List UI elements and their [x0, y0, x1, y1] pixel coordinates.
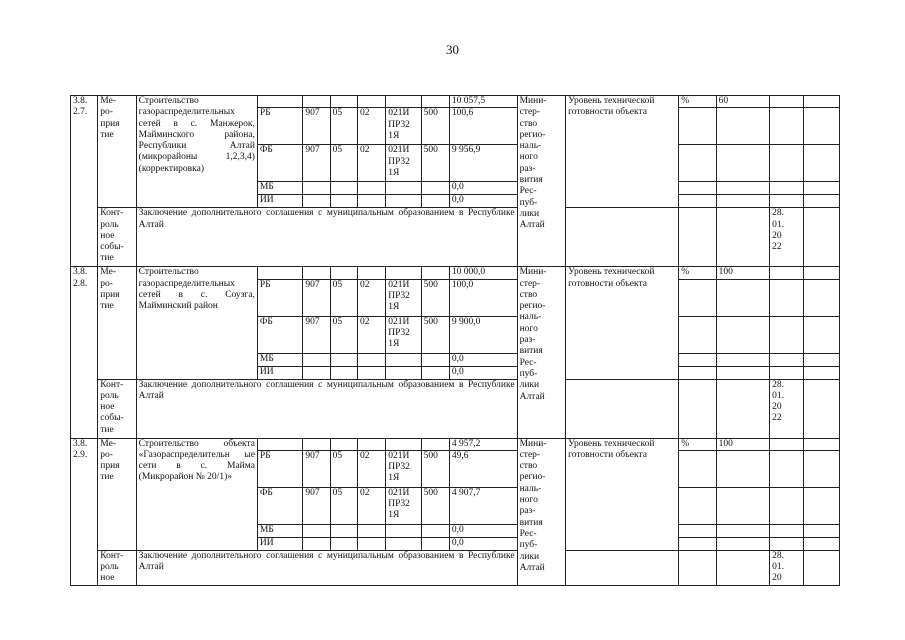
funding-source: РБ: [257, 108, 302, 145]
empty-cell: [679, 195, 716, 208]
item-number: 3.8. 2.8.: [71, 267, 98, 438]
empty-cell: [770, 96, 803, 108]
indicator-unit: %: [679, 96, 716, 108]
event-date: 28. 01. 20 22: [770, 208, 803, 267]
amount: 0,0: [449, 195, 517, 208]
empty-cell: [357, 195, 385, 208]
empty-cell: [679, 182, 716, 195]
item-type: Ме- ро- прия тие: [98, 438, 136, 550]
empty-cell: [716, 108, 770, 145]
empty-cell: [386, 353, 421, 366]
expense-type-code: 500: [421, 279, 449, 316]
table-row: [71, 550, 840, 585]
amount: 0,0: [449, 182, 517, 195]
empty-cell: [303, 353, 330, 366]
funding-source: РБ: [257, 450, 302, 487]
table-row: [71, 438, 840, 450]
empty-cell: [357, 366, 385, 379]
item-number: 3.8. 2.9.: [71, 438, 98, 585]
empty-cell: [679, 316, 716, 353]
empty-cell: [770, 108, 803, 145]
empty-cell: [303, 267, 330, 279]
item-name: Строительство газораспределительных сетей в с. Соузга, Майминский район: [136, 267, 257, 379]
grbs-code: 907: [303, 487, 330, 524]
empty-cell: [803, 96, 839, 108]
table-row: [71, 379, 840, 438]
empty-cell: [357, 96, 385, 108]
empty-cell: [357, 438, 385, 450]
empty-cell: [803, 379, 839, 438]
empty-cell: [770, 353, 803, 366]
empty-cell: [357, 537, 385, 550]
section-code: 05: [330, 279, 357, 316]
target-article-code: 021И ПР32 1Я: [386, 145, 421, 182]
event-text: Заключение дополнительного соглашения с муниципальным образованием в Республике Алтай: [136, 550, 517, 585]
empty-cell: [566, 208, 679, 267]
empty-cell: [803, 450, 839, 487]
table-row: [71, 208, 840, 267]
empty-cell: [257, 438, 302, 450]
indicator-unit: %: [679, 267, 716, 279]
empty-cell: [803, 316, 839, 353]
empty-cell: [716, 379, 770, 438]
empty-cell: [803, 353, 839, 366]
empty-cell: [803, 487, 839, 524]
section-code: 05: [330, 108, 357, 145]
item-name: Строительство объекта «Газораспределительн ые сети в с. Майма (Микрорайон № 20/1)»: [136, 438, 257, 550]
event-text: Заключение дополнительного соглашения с муниципальным образованием в Республике Алтай: [136, 379, 517, 438]
empty-cell: [716, 182, 770, 195]
empty-cell: [770, 145, 803, 182]
empty-cell: [770, 195, 803, 208]
subsection-code: 02: [357, 450, 385, 487]
grbs-code: 907: [303, 108, 330, 145]
empty-cell: [330, 537, 357, 550]
empty-cell: [770, 182, 803, 195]
empty-cell: [386, 182, 421, 195]
grbs-code: 907: [303, 145, 330, 182]
empty-cell: [803, 524, 839, 537]
item-type: Ме- ро- прия тие: [98, 267, 136, 379]
empty-cell: [803, 108, 839, 145]
subsection-code: 02: [357, 487, 385, 524]
subsection-code: 02: [357, 279, 385, 316]
empty-cell: [679, 450, 716, 487]
expense-type-code: 500: [421, 487, 449, 524]
target-article-code: 021И ПР32 1Я: [386, 487, 421, 524]
amount: 0,0: [449, 524, 517, 537]
empty-cell: [770, 537, 803, 550]
empty-cell: [421, 96, 449, 108]
empty-cell: [421, 366, 449, 379]
empty-cell: [716, 195, 770, 208]
event-type: Конт- роль ное собы- тие: [98, 208, 136, 267]
section-code: 05: [330, 145, 357, 182]
target-article-code: 021И ПР32 1Я: [386, 316, 421, 353]
total-amount: 4 957,2: [449, 438, 517, 450]
funding-source: РБ: [257, 279, 302, 316]
empty-cell: [679, 379, 716, 438]
empty-cell: [330, 195, 357, 208]
empty-cell: [357, 524, 385, 537]
target-article-code: 021И ПР32 1Я: [386, 108, 421, 145]
indicator-name: Уровень технической готовности объекта: [566, 438, 679, 550]
expense-type-code: 500: [421, 108, 449, 145]
empty-cell: [566, 550, 679, 585]
empty-cell: [303, 537, 330, 550]
empty-cell: [716, 450, 770, 487]
empty-cell: [716, 208, 770, 267]
empty-cell: [716, 550, 770, 585]
amount: 100,6: [449, 108, 517, 145]
empty-cell: [330, 524, 357, 537]
indicator-unit: %: [679, 438, 716, 450]
empty-cell: [330, 96, 357, 108]
item-number: 3.8. 2.7.: [71, 96, 98, 267]
empty-cell: [716, 524, 770, 537]
empty-cell: [330, 366, 357, 379]
amount: 100,0: [449, 279, 517, 316]
funding-source: ФБ: [257, 145, 302, 182]
empty-cell: [770, 316, 803, 353]
funding-source: МБ: [257, 353, 302, 366]
empty-cell: [330, 267, 357, 279]
funding-source: ФБ: [257, 487, 302, 524]
empty-cell: [803, 279, 839, 316]
empty-cell: [421, 267, 449, 279]
empty-cell: [679, 208, 716, 267]
expense-type-code: 500: [421, 450, 449, 487]
subsection-code: 02: [357, 316, 385, 353]
empty-cell: [770, 450, 803, 487]
empty-cell: [770, 524, 803, 537]
empty-cell: [803, 537, 839, 550]
subsection-code: 02: [357, 108, 385, 145]
funding-source: ИИ: [257, 195, 302, 208]
empty-cell: [803, 550, 839, 585]
empty-cell: [679, 353, 716, 366]
empty-cell: [330, 182, 357, 195]
expense-type-code: 500: [421, 145, 449, 182]
event-type: Конт- роль ное: [98, 550, 136, 585]
empty-cell: [770, 438, 803, 450]
expense-type-code: 500: [421, 316, 449, 353]
empty-cell: [770, 366, 803, 379]
empty-cell: [357, 267, 385, 279]
empty-cell: [257, 96, 302, 108]
section-code: 05: [330, 487, 357, 524]
empty-cell: [679, 108, 716, 145]
empty-cell: [330, 438, 357, 450]
empty-cell: [386, 524, 421, 537]
empty-cell: [303, 438, 330, 450]
empty-cell: [386, 537, 421, 550]
funding-source: ИИ: [257, 537, 302, 550]
empty-cell: [421, 537, 449, 550]
event-date: 28. 01. 20 22: [770, 379, 803, 438]
empty-cell: [257, 267, 302, 279]
empty-cell: [386, 195, 421, 208]
empty-cell: [357, 182, 385, 195]
empty-cell: [803, 208, 839, 267]
empty-cell: [716, 537, 770, 550]
empty-cell: [421, 195, 449, 208]
empty-cell: [770, 487, 803, 524]
empty-cell: [716, 145, 770, 182]
amount: 0,0: [449, 366, 517, 379]
empty-cell: [386, 366, 421, 379]
section-code: 05: [330, 316, 357, 353]
empty-cell: [421, 353, 449, 366]
empty-cell: [303, 366, 330, 379]
empty-cell: [386, 96, 421, 108]
indicator-value: 100: [716, 438, 770, 450]
empty-cell: [330, 353, 357, 366]
indicator-name: Уровень технической готовности объекта: [566, 267, 679, 379]
empty-cell: [679, 550, 716, 585]
empty-cell: [716, 487, 770, 524]
empty-cell: [770, 279, 803, 316]
amount: 9 900,0: [449, 316, 517, 353]
amount: 49,6: [449, 450, 517, 487]
event-type: Конт- роль ное собы- тие: [98, 379, 136, 438]
funding-source: ФБ: [257, 316, 302, 353]
empty-cell: [421, 438, 449, 450]
total-amount: 10 000,0: [449, 267, 517, 279]
empty-cell: [566, 379, 679, 438]
amount: 0,0: [449, 537, 517, 550]
amount: 4 907,7: [449, 487, 517, 524]
indicator-name: Уровень технической готовности объекта: [566, 96, 679, 208]
page-number: 30: [446, 42, 459, 57]
program-table: [70, 95, 840, 586]
empty-cell: [803, 145, 839, 182]
empty-cell: [803, 195, 839, 208]
amount: 9 956,9: [449, 145, 517, 182]
empty-cell: [679, 279, 716, 316]
executor: Мини- стер- ство регио- наль- ного раз- вития Рес- пуб- лики Алтай: [517, 438, 566, 585]
funding-source: МБ: [257, 524, 302, 537]
executor: Мини- стер- ство регио- наль- ного раз- вития Рес- пуб- лики Алтай: [517, 267, 566, 438]
indicator-value: 60: [716, 96, 770, 108]
empty-cell: [303, 96, 330, 108]
empty-cell: [303, 524, 330, 537]
empty-cell: [770, 267, 803, 279]
empty-cell: [421, 182, 449, 195]
grbs-code: 907: [303, 450, 330, 487]
empty-cell: [803, 438, 839, 450]
empty-cell: [386, 438, 421, 450]
empty-cell: [803, 366, 839, 379]
empty-cell: [679, 524, 716, 537]
subsection-code: 02: [357, 145, 385, 182]
empty-cell: [679, 537, 716, 550]
amount: 0,0: [449, 353, 517, 366]
empty-cell: [803, 182, 839, 195]
item-type: Ме- ро- прия тие: [98, 96, 136, 208]
table-row: [71, 267, 840, 279]
empty-cell: [679, 145, 716, 182]
empty-cell: [303, 182, 330, 195]
empty-cell: [357, 353, 385, 366]
item-name: Строительство газораспределительных сетей в с. Манжерок, Майминского района, Республики Алтай (микрорайоны 1,2,3,4) (корректировка): [136, 96, 257, 208]
event-text: Заключение дополнительного соглашения с муниципальным образованием в Республике Алтай: [136, 208, 517, 267]
empty-cell: [716, 366, 770, 379]
event-date: 28. 01. 20: [770, 550, 803, 585]
empty-cell: [716, 353, 770, 366]
total-amount: 10 057,5: [449, 96, 517, 108]
empty-cell: [716, 316, 770, 353]
funding-source: МБ: [257, 182, 302, 195]
empty-cell: [716, 279, 770, 316]
grbs-code: 907: [303, 316, 330, 353]
target-article-code: 021И ПР32 1Я: [386, 279, 421, 316]
target-article-code: 021И ПР32 1Я: [386, 450, 421, 487]
funding-source: ИИ: [257, 366, 302, 379]
section-code: 05: [330, 450, 357, 487]
empty-cell: [679, 487, 716, 524]
empty-cell: [303, 195, 330, 208]
empty-cell: [421, 524, 449, 537]
executor: Мини- стер- ство регио- наль- ного раз- вития Рес- пуб- лики Алтай: [517, 96, 566, 267]
table-row: [71, 96, 840, 108]
empty-cell: [386, 267, 421, 279]
empty-cell: [803, 267, 839, 279]
grbs-code: 907: [303, 279, 330, 316]
empty-cell: [679, 366, 716, 379]
indicator-value: 100: [716, 267, 770, 279]
